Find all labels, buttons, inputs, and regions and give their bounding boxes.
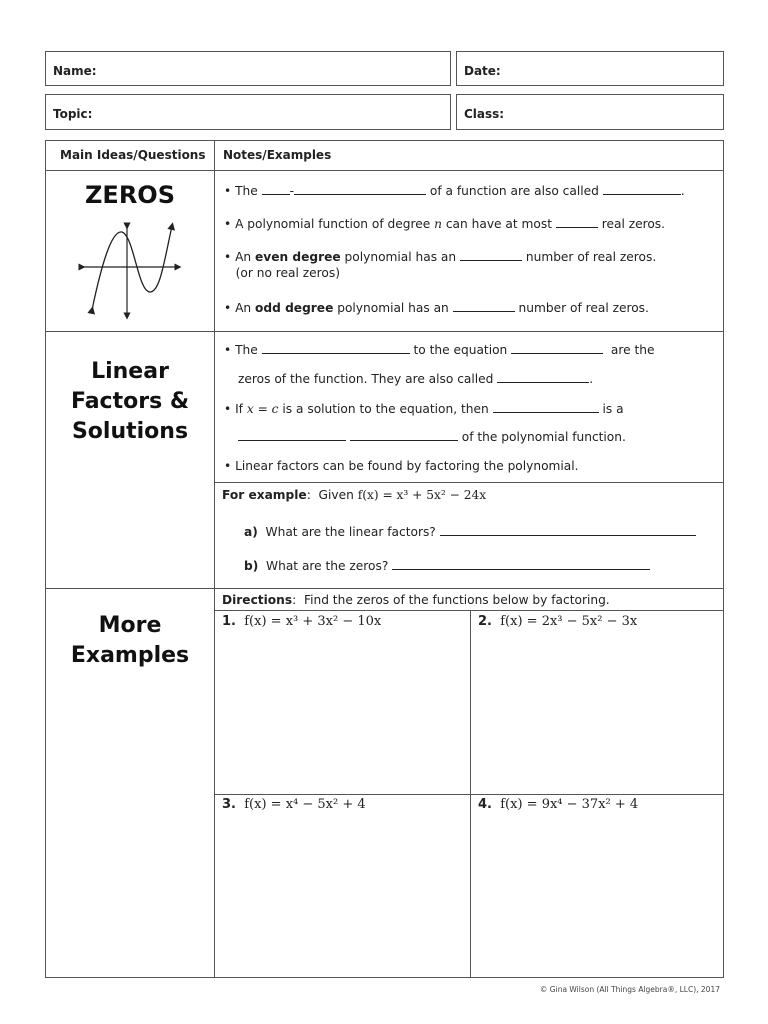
date-field[interactable] <box>456 51 724 86</box>
problem-4-function: f(x) = 9x⁴ − 37x² + 4 <box>500 797 639 812</box>
zeros-note-1: • The - of a function are also called . <box>224 184 685 198</box>
row-divider <box>45 588 724 589</box>
copyright-footer: © Gina Wilson (All Things Algebra®, LLC), 2017 <box>539 985 720 994</box>
column-divider <box>214 140 215 978</box>
problem-divider <box>470 610 471 978</box>
more-title-line-2: Examples <box>70 643 190 668</box>
linear-title-line-3: Solutions <box>71 419 189 444</box>
example-function: f(x) = x³ + 5x² − 24x <box>357 488 487 502</box>
example-question-a: a) What are the linear factors? <box>244 524 696 540</box>
example-question-b: b) What are the zeros? <box>244 558 650 574</box>
name-field[interactable] <box>45 51 451 86</box>
zeros-note-4: • An odd degree polynomial has an number of real zeros. <box>224 301 649 315</box>
main-ideas-header: Main Ideas/Questions <box>60 148 206 162</box>
directions: Directions: Find the zeros of the functions below by factoring. <box>222 593 610 607</box>
row-divider <box>214 610 724 611</box>
linear-note-3: • If x = c is a solution to the equation, then is a <box>224 402 624 416</box>
row-divider <box>45 331 724 332</box>
linear-note-4: of the polynomial function. <box>238 429 626 445</box>
row-divider <box>214 482 724 483</box>
example-given: For example: Given f(x) = x³ + 5x² − 24x <box>222 488 487 502</box>
problem-2: 2. f(x) = 2x³ − 5x² − 3x <box>478 614 638 629</box>
zeros-note-3: • An even degree polynomial has an number of real zeros. (or no real zeros) <box>224 250 657 280</box>
linear-title <box>46 357 214 447</box>
linear-title-line-2: Factors & <box>70 389 190 414</box>
problem-1: 1. f(x) = x³ + 3x² − 10x <box>222 614 382 629</box>
problem-3-function: f(x) = x⁴ − 5x² + 4 <box>244 797 366 812</box>
problem-1-function: f(x) = x³ + 3x² − 10x <box>244 614 382 629</box>
zeros-title: ZEROS <box>85 181 175 209</box>
notes-examples-header: Notes/Examples <box>223 148 332 162</box>
linear-title-line-1: Linear <box>91 359 169 384</box>
linear-note-5: • Linear factors can be found by factoring the polynomial. <box>224 459 579 473</box>
more-examples-title <box>46 611 214 671</box>
name-label: Name: <box>53 64 97 78</box>
problem-2-function: f(x) = 2x³ − 5x² − 3x <box>500 614 638 629</box>
cubic-graph-icon <box>78 222 182 320</box>
problem-4: 4. f(x) = 9x⁴ − 37x² + 4 <box>478 797 639 812</box>
topic-label: Topic: <box>53 107 93 121</box>
more-title-line-1: More <box>98 613 162 638</box>
row-divider <box>45 170 724 171</box>
class-field[interactable] <box>456 94 724 130</box>
problem-3: 3. f(x) = x⁴ − 5x² + 4 <box>222 797 366 812</box>
date-label: Date: <box>464 64 501 78</box>
row-divider <box>214 794 724 795</box>
topic-field[interactable] <box>45 94 451 130</box>
linear-note-1: • The to the equation are the <box>224 343 655 357</box>
linear-note-2: zeros of the function. They are also called . <box>238 372 594 386</box>
zeros-note-2: • A polynomial function of degree n can have at most real zeros. <box>224 217 666 231</box>
class-label: Class: <box>464 107 505 121</box>
